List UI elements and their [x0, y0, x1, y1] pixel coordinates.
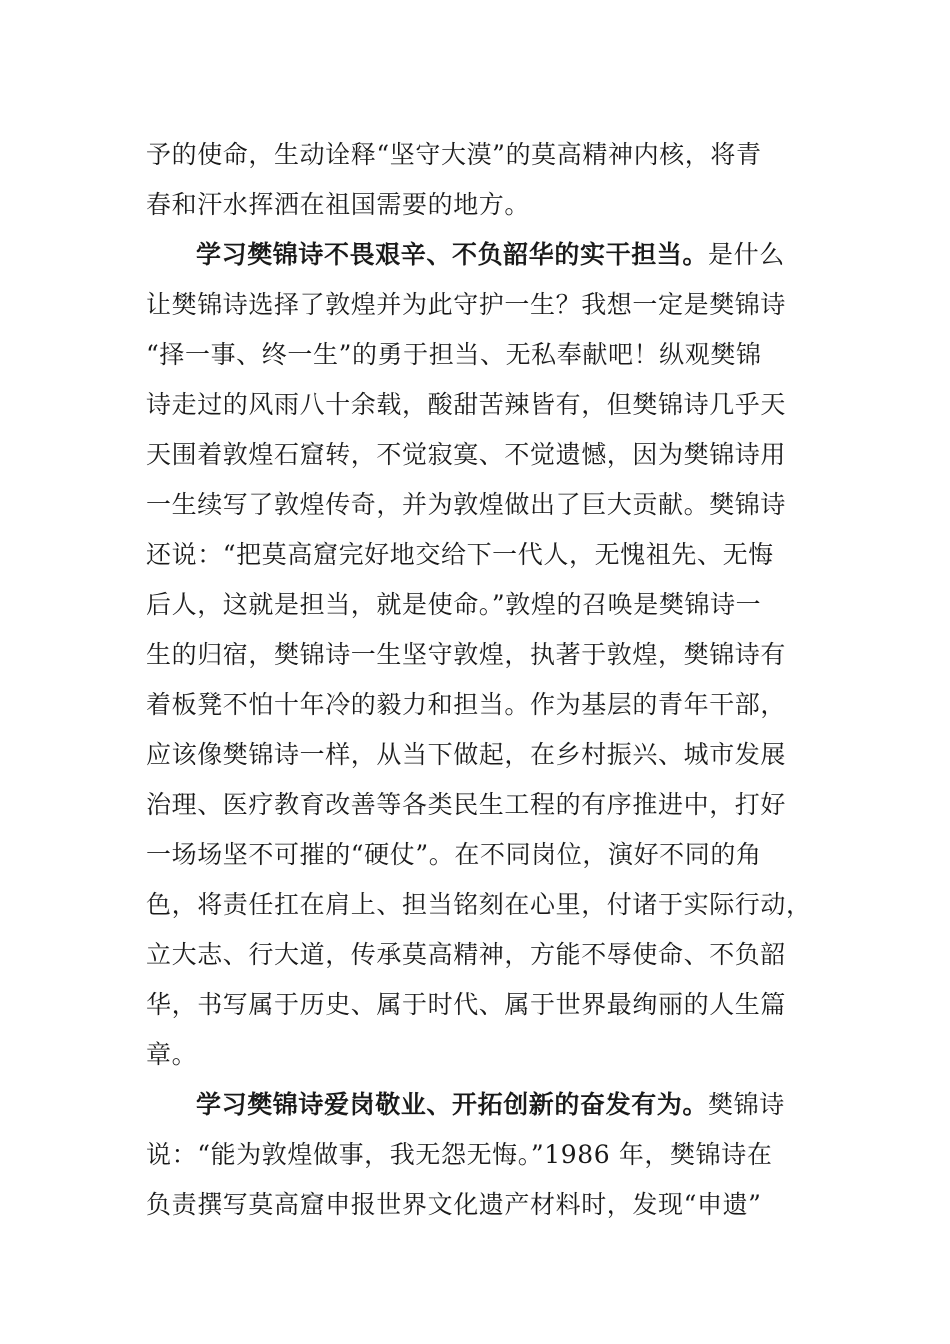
text-line: 说：“能为敦煌做事，我无怨无悔。”1986 年，樊锦诗在	[146, 1140, 773, 1169]
text-line: 应该像樊锦诗一样，从当下做起，在乡村振兴、城市发展	[146, 740, 787, 769]
text-line: 让樊锦诗选择了敦煌并为此守护一生？我想一定是樊锦诗	[146, 290, 787, 319]
text-line: 治理、医疗教育改善等各类民生工程的有序推进中，打好	[146, 790, 787, 819]
paragraph-heading: 学习樊锦诗爱岗敬业、开拓创新的奋发有为。	[196, 1090, 709, 1119]
text-line: 立大志、行大道，传承莫高精神，方能不辱使命、不负韶	[146, 940, 787, 969]
text-line: 一生续写了敦煌传奇，并为敦煌做出了巨大贡献。樊锦诗	[146, 490, 787, 519]
text-line: 章。	[146, 1040, 198, 1069]
paragraph-heading-line	[196, 238, 785, 272]
paragraph-heading: 学习樊锦诗不畏艰辛、不负韶华的实干担当。	[196, 240, 709, 269]
text-line: 华，书写属于历史、属于时代、属于世界最绚丽的人生篇	[146, 990, 787, 1019]
text-line: 色，将责任扛在肩上、担当铭刻在心里，付诸于实际行动，	[146, 890, 812, 919]
text-line: 春和汗水挥洒在祖国需要的地方。	[146, 190, 531, 219]
paragraph-text: 樊锦诗	[708, 1090, 785, 1119]
text-line: 一场场坚不可摧的“硬仗”。在不同岗位，演好不同的角	[146, 840, 762, 869]
text-line: 天围着敦煌石窟转，不觉寂寞、不觉遗憾，因为樊锦诗用	[146, 440, 787, 469]
text-line: 予的使命，生动诠释“坚守大漠”的莫高精神内核，将青	[146, 140, 762, 169]
paragraph-heading-line	[196, 1088, 785, 1122]
text-line: “择一事、终一生”的勇于担当、无私奉献吧！纵观樊锦	[146, 340, 762, 369]
text-line: 着板凳不怕十年冷的毅力和担当。作为基层的青年干部，	[146, 690, 787, 719]
text-line: 负责撰写莫高窟申报世界文化遗产材料时，发现“申遗”	[146, 1190, 762, 1219]
text-line: 后人，这就是担当，就是使命。”敦煌的召唤是樊锦诗一	[146, 590, 762, 619]
text-line: 还说：“把莫高窟完好地交给下一代人，无愧祖先、无悔	[146, 540, 774, 569]
paragraph-text: 是什么	[708, 240, 785, 269]
text-line: 生的归宿，樊锦诗一生坚守敦煌，执著于敦煌，樊锦诗有	[146, 640, 787, 669]
text-line: 诗走过的风雨八十余载，酸甜苦辣皆有，但樊锦诗几乎天	[146, 390, 787, 419]
